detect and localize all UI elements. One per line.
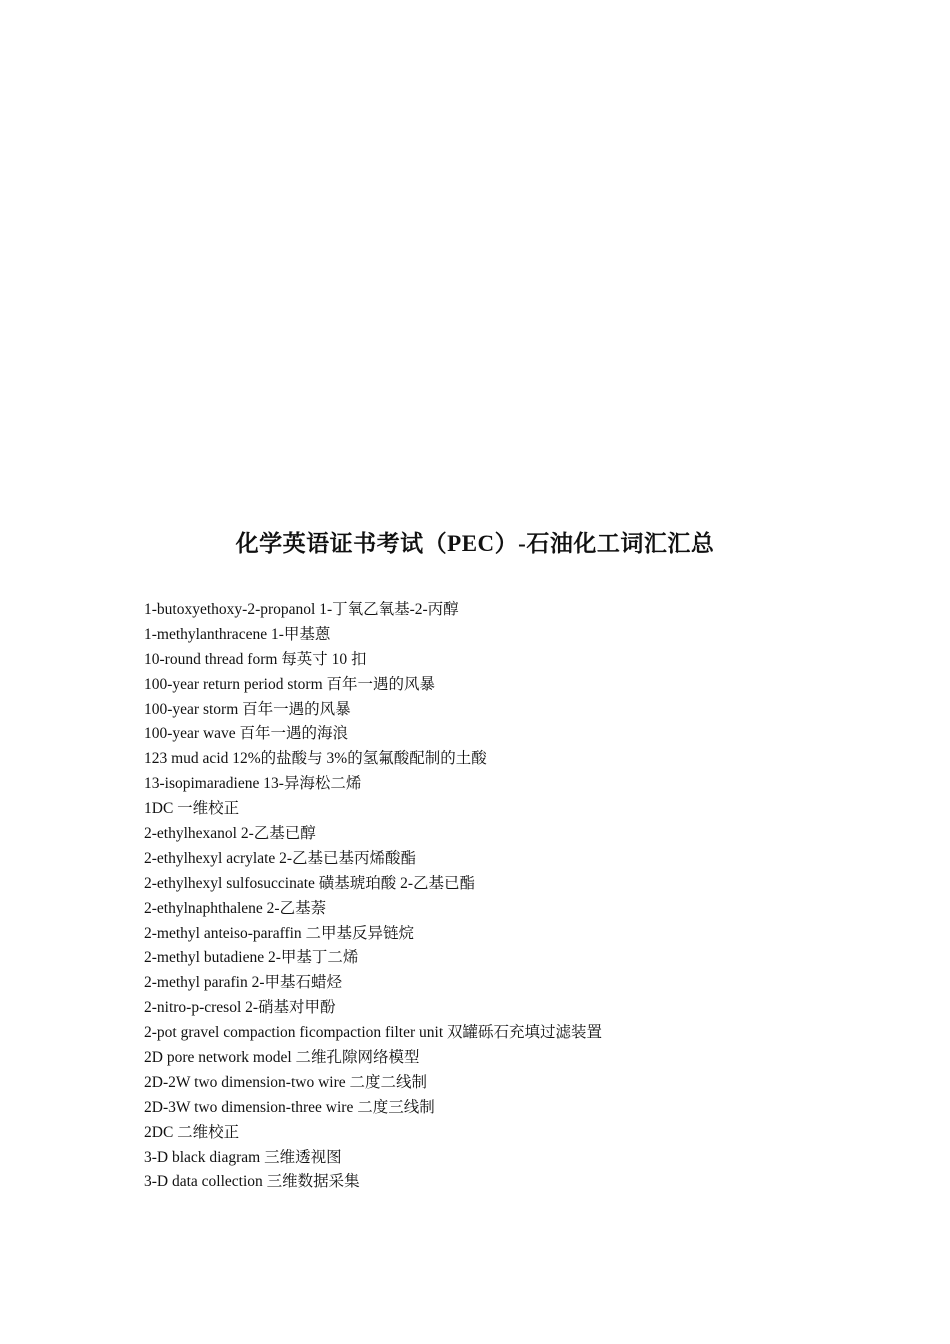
glossary-entry: 100-year wave 百年一遇的海浪 — [144, 725, 349, 743]
glossary-entry: 2-methyl butadiene 2-甲基丁二烯 — [144, 949, 359, 967]
glossary-entry: 10-round thread form 每英寸 10 扣 — [144, 650, 367, 668]
glossary-entry: 2-ethylhexanol 2-乙基已醇 — [144, 825, 316, 843]
glossary-entry: 2-ethylhexyl sulfosuccinate 磺基琥珀酸 2-乙基已酯 — [144, 874, 476, 892]
glossary-entry: 3-D black diagram 三维透视图 — [144, 1148, 342, 1166]
glossary-entry: 100-year return period storm 百年一遇的风暴 — [144, 675, 435, 693]
glossary-entry: 2-methyl anteiso-paraffin 二甲基反异链烷 — [144, 924, 415, 942]
glossary-entry: 2D-2W two dimension-two wire 二度二线制 — [144, 1073, 427, 1091]
glossary-entry: 2-pot gravel compaction ficompaction filter unit 双罐砾石充填过滤装置 — [144, 1024, 603, 1042]
glossary-entry: 2DC 二维校正 — [144, 1123, 240, 1141]
glossary-entry: 2D pore network model 二维孔隙网络模型 — [144, 1049, 420, 1067]
glossary-list — [144, 598, 864, 1195]
glossary-entry: 2-ethylhexyl acrylate 2-乙基已基丙烯酸酯 — [144, 849, 417, 867]
glossary-entry: 2-methyl parafin 2-甲基石蜡烃 — [144, 974, 343, 992]
glossary-entry: 2-ethylnaphthalene 2-乙基萘 — [144, 899, 327, 917]
glossary-entry: 3-D data collection 三维数据采集 — [144, 1173, 360, 1191]
glossary-entry: 2-nitro-p-cresol 2-硝基对甲酚 — [144, 999, 336, 1017]
glossary-entry: 2D-3W two dimension-three wire 二度三线制 — [144, 1098, 435, 1116]
glossary-entry: 123 mud acid 12%的盐酸与 3%的氢氟酸配制的土酸 — [144, 750, 487, 768]
glossary-entry: 1DC 一维校正 — [144, 800, 240, 818]
glossary-entry: 1-methylanthracene 1-甲基蒽 — [144, 625, 331, 643]
glossary-entry: 13-isopimaradiene 13-异海松二烯 — [144, 775, 362, 793]
document-title: 化学英语证书考试（PEC）-石油化工词汇汇总 — [235, 531, 715, 556]
glossary-entry: 100-year storm 百年一遇的风暴 — [144, 700, 351, 718]
glossary-entry: 1-butoxyethoxy-2-propanol 1-丁氧乙氧基-2-丙醇 — [144, 601, 459, 618]
